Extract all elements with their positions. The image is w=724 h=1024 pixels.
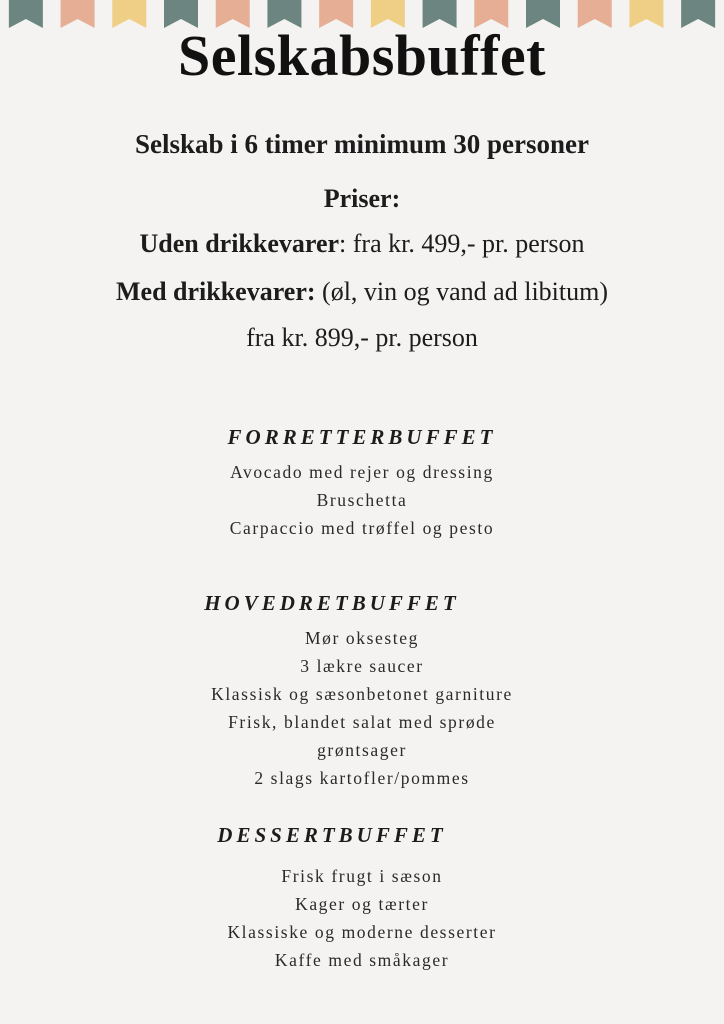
price-with-drinks: [0, 277, 724, 307]
menu-item: Klassisk og sæsonbetonet garniture: [211, 684, 513, 704]
price-without-drinks: [0, 229, 724, 259]
hovedret-list: [0, 624, 724, 792]
menu-item: Frisk, blandet salat med sprøde: [228, 712, 496, 732]
menu-item: Frisk frugt i sæson: [281, 866, 443, 886]
dessert-section: [0, 823, 724, 974]
price-with-drinks-label: Med drikkevarer:: [115, 277, 316, 306]
page-title: Selskabsbuffet: [178, 23, 546, 88]
prices-heading: Priser:: [323, 184, 401, 213]
price-without-drinks-label: Uden drikkevarer: [139, 229, 340, 258]
menu-item: Klassiske og moderne desserter: [227, 922, 497, 942]
dessert-title: DESSERTBUFFET: [217, 823, 447, 847]
menu-item: Bruschetta: [316, 490, 408, 510]
menu-item: Kager og tærter: [295, 894, 429, 914]
forretter-title: FORRETTERBUFFET: [227, 425, 497, 449]
forretter-section: [0, 425, 724, 542]
price-with-drinks-note: (øl, vin og vand ad libitum): [315, 277, 608, 306]
menu-item: Mør oksesteg: [305, 628, 419, 648]
dessert-list: [0, 862, 724, 974]
price-with-drinks-value: fra kr. 899,- pr. person: [246, 323, 478, 352]
menu-item: Avocado med rejer og dressing: [230, 462, 494, 482]
menu-item: Carpaccio med trøffel og pesto: [229, 518, 495, 538]
event-subtitle: Selskab i 6 timer minimum 30 personer: [135, 129, 589, 159]
menu-item: 2 slags kartofler/pommes: [254, 768, 470, 788]
price-without-drinks-value: : fra kr. 499,- pr. person: [339, 229, 585, 258]
menu-item: 3 lækre saucer: [300, 656, 424, 676]
menu-item: Kaffe med småkager: [274, 950, 450, 970]
hovedret-title: HOVEDRETBUFFET: [204, 591, 460, 615]
forretter-list: [0, 458, 724, 542]
hovedret-section: [0, 591, 724, 792]
menu-item: grøntsager: [317, 740, 407, 760]
